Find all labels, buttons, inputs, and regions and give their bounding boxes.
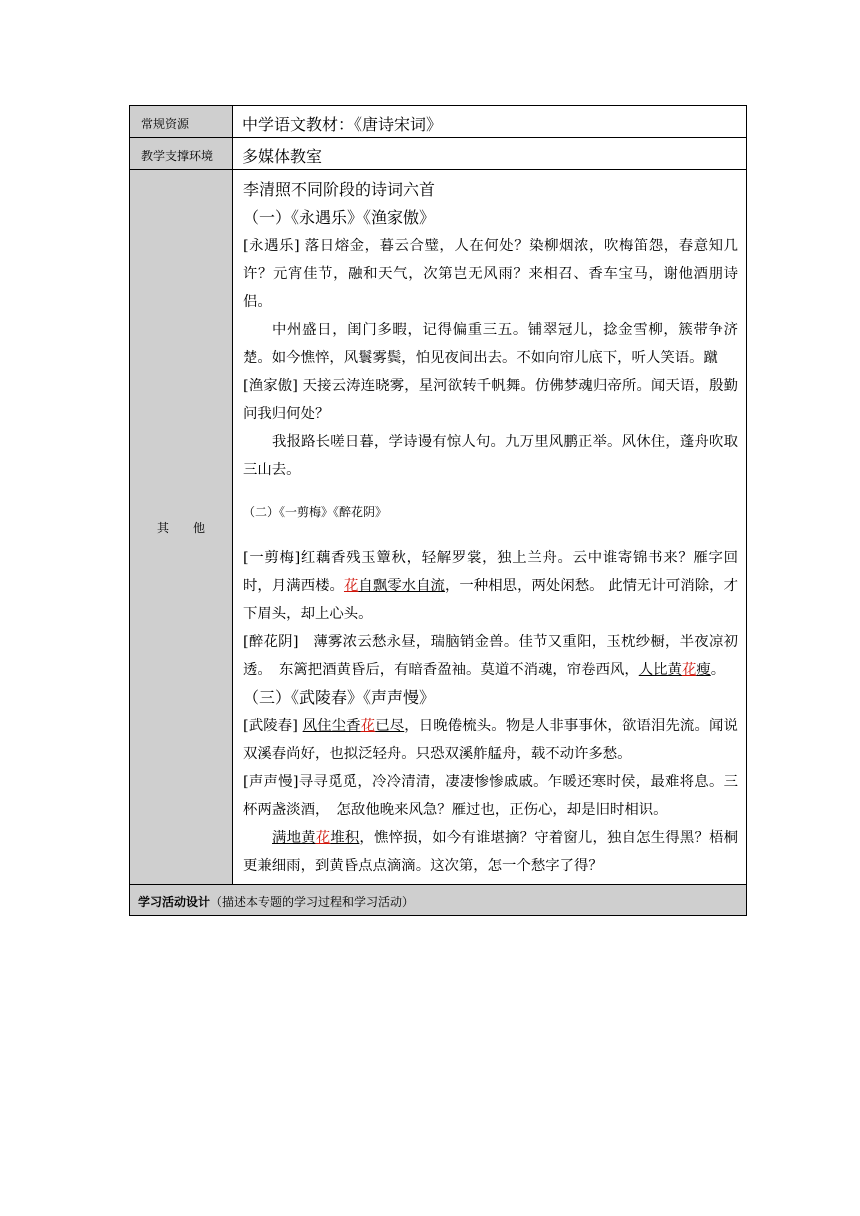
activity-design-row [130,885,747,916]
environment-label-cell [130,138,233,170]
resource-row [130,106,747,138]
highlight-hua: 花 [343,578,359,594]
underlined-phrase: 满地黄 [272,830,316,846]
highlight-hua: 花 [360,718,376,734]
lesson-plan-table [129,105,747,916]
poem-wulingchun [243,712,738,768]
highlight-hua: 花 [681,662,697,678]
poem-zuihuayin [243,628,738,684]
resource-label-cell [130,106,233,138]
poem-zuihuayin-end: 。 [710,662,726,678]
poem-yujiaao-part2: 我报路长嗟日暮，学诗谩有惊人句。九万里风鹏正举。风休住，蓬舟吹取三山去。 [243,434,738,478]
resource-label: 常规资源 [141,117,190,131]
section-3-heading: （三）《武陵春》《声声慢》 [243,688,436,707]
other-row [130,170,747,885]
underlined-phrase: 风住尘香 [302,718,361,734]
underlined-phrase: 瘦 [696,662,711,678]
other-label-cell [130,170,233,885]
poem-shengshengman-part2 [243,824,738,880]
underlined-phrase: 堆积 [330,830,360,846]
poem-yijianmei-text-a: [一剪梅]红藕香残玉簟秋，轻解罗裳，独上兰舟。云中谁寄锦书来？雁字回时，月满西楼。 [243,550,738,594]
poems-content-cell [233,170,747,885]
resource-value: 中学语文教材：《唐诗宋词》 [242,115,443,134]
environment-value: 多媒体教室 [242,147,323,166]
underlined-phrase: 人比黄 [638,662,682,678]
poem-shengshengman-text: ，憔悴损，如今有谁堪摘？守着窗儿，独自怎生得黑？梧桐更兼细雨，到黄昏点点滴滴。这次第，怎一个愁字了得？ [243,830,738,874]
activity-design-cell [130,885,747,916]
activity-design-title: 学习活动设计 [138,895,211,909]
underlined-phrase: 自飘零水自流 [358,578,445,594]
poem-yujiaao-part1: [渔家傲] 天接云涛连晓雾，星河欲转千帆舞。仿佛梦魂归帝所。闻天语，殷勤问我归何处？ [243,378,738,422]
activity-design-note: （描述本专题的学习过程和学习活动） [210,895,415,909]
section-2-heading: （二）《一剪梅》《醉花阴》 [243,505,388,519]
poem-yongyule-part1: [永遇乐] 落日熔金，暮云合璧，人在何处？染柳烟浓，吹梅笛怨，春意知几许？元宵佳节，融和天气，次第岂无风雨？来相召、香车宝马，谢他酒朋诗侣。 [243,238,738,310]
environment-row [130,138,747,170]
poem-wulingchun-title: [武陵春] [243,718,303,734]
poem-wulingchun-text: ，日晚倦梳头。物是人非事事休，欲语泪先流。闻说双溪春尚好，也拟泛轻舟。只恐双溪舴艋舟，载不动许多愁。 [243,718,738,762]
resource-value-cell [233,106,747,138]
section-1-heading: （一）《永遇乐》《渔家傲》 [243,208,436,227]
poem-yongyule-part2: 中州盛日，闺门多暇，记得偏重三五。铺翠冠儿，捻金雪柳，簇带争济楚。如今憔悴，风鬟雾鬓，怕见夜间出去。不如向帘儿底下，听人笑语。蹴 [243,322,738,366]
other-label: 其他 [156,520,229,535]
environment-label: 教学支撑环境 [141,149,214,163]
poem-yijianmei-text-b: ，一种相思，两处闲愁。 此情无计可消除，才下眉头，却上心头。 [243,578,738,622]
content-title: 李清照不同阶段的诗词六首 [243,180,436,199]
poem-shengshengman-part1: [声声慢]寻寻觅觅，冷冷清清，凄凄惨惨戚戚。乍暖还寒时侯，最难将息。三杯两盏淡酒， 怎敌他晚来风急？雁过也，正伤心，却是旧时相识。 [243,774,738,818]
poem-yijianmei [243,544,738,628]
poem-zuihuayin-text: [醉花阴] 薄雾浓云愁永昼，瑞脑销金兽。佳节又重阳，玉枕纱橱，半夜凉初透。 东篱把酒黄昏后，有暗香盈袖。莫道不消魂，帘卷西风， [243,634,738,678]
environment-value-cell [233,138,747,170]
highlight-hua: 花 [315,830,331,846]
underlined-phrase: 已尽 [375,718,405,734]
